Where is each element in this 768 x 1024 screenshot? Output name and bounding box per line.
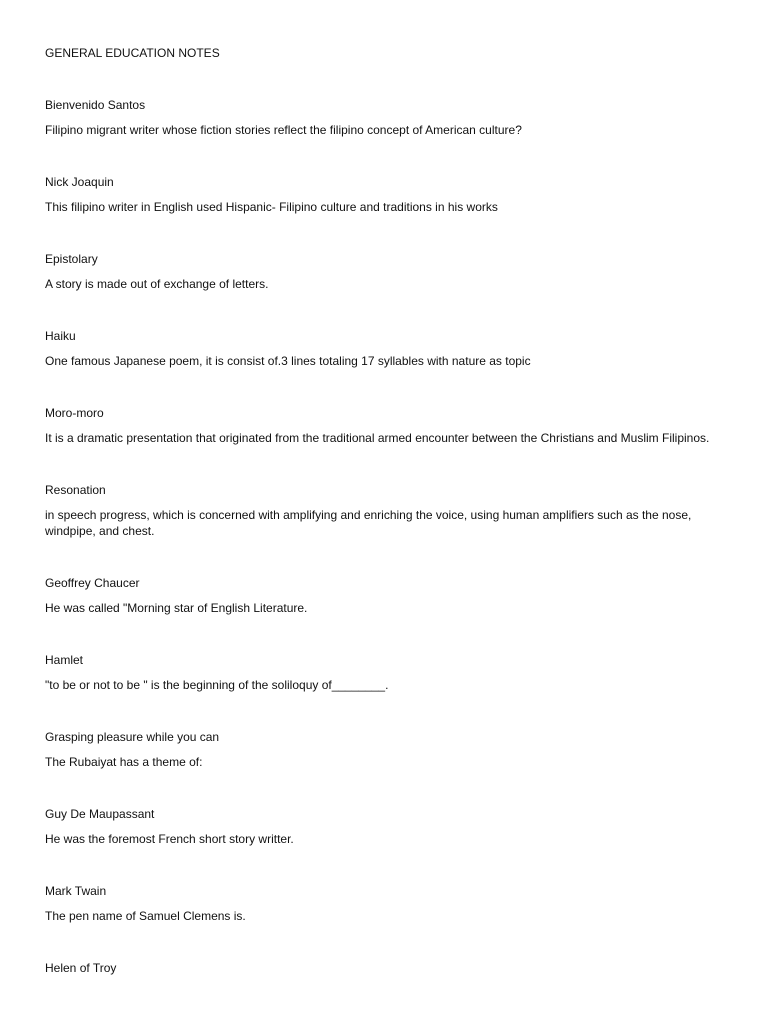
note-term: Guy De Maupassant xyxy=(45,807,155,821)
entry-spacer xyxy=(45,292,725,327)
note-entry xyxy=(45,96,725,138)
note-definition: The Rubaiyat has a theme of: xyxy=(45,755,203,769)
entry-spacer xyxy=(45,770,725,805)
note-term: Nick Joaquin xyxy=(45,175,114,189)
note-entry xyxy=(45,250,725,292)
entry-spacer xyxy=(45,539,725,574)
note-definition: in speech progress, which is concerned with amplifying and enriching the voice, using human amplifiers such as the nose, windpipe, and chest. xyxy=(45,508,692,538)
note-term: Resonation xyxy=(45,483,106,497)
note-definition: "to be or not to be " is the beginning of the soliloquy of________. xyxy=(45,678,389,692)
note-definition: A story is made out of exchange of letters. xyxy=(45,277,269,291)
note-term: Moro-moro xyxy=(45,406,104,420)
note-entry xyxy=(45,574,725,616)
entry-spacer xyxy=(45,446,725,481)
note-term: Grasping pleasure while you can xyxy=(45,730,220,744)
note-term: Hamlet xyxy=(45,653,84,667)
document-title: GENERAL EDUCATION NOTES xyxy=(45,46,220,60)
note-entry xyxy=(45,327,725,369)
entry-spacer xyxy=(45,693,725,728)
note-entry xyxy=(45,882,725,924)
entry-spacer xyxy=(45,616,725,651)
note-term: Bienvenido Santos xyxy=(45,98,146,112)
note-definition: It is a dramatic presentation that originated from the traditional armed encounter between the Christians and Muslim Filipinos. xyxy=(45,431,710,445)
note-term: Haiku xyxy=(45,329,76,343)
note-entry xyxy=(45,805,725,847)
note-entry xyxy=(45,404,725,446)
entry-spacer xyxy=(45,924,725,959)
note-entry xyxy=(45,481,725,539)
note-entry xyxy=(45,651,725,693)
note-definition: One famous Japanese poem, it is consist of.3 lines totaling 17 syllables with nature as topic xyxy=(45,354,531,368)
note-term: Epistolary xyxy=(45,252,98,266)
note-entry xyxy=(45,728,725,770)
note-definition: The pen name of Samuel Clemens is. xyxy=(45,909,246,923)
note-definition: He was the foremost French short story writter. xyxy=(45,832,294,846)
note-term: Mark Twain xyxy=(45,884,107,898)
note-definition: He was called "Morning star of English Literature. xyxy=(45,601,308,615)
document-page xyxy=(45,44,725,985)
note-entry xyxy=(45,173,725,215)
entry-spacer xyxy=(45,215,725,250)
note-term: Geoffrey Chaucer xyxy=(45,576,140,590)
note-definition: Filipino migrant writer whose fiction stories reflect the filipino concept of American culture? xyxy=(45,123,522,137)
entry-spacer xyxy=(45,138,725,173)
note-definition: This filipino writer in English used Hispanic- Filipino culture and traditions in his works xyxy=(45,200,498,214)
entry-spacer xyxy=(45,847,725,882)
note-entry xyxy=(45,959,725,977)
entry-spacer xyxy=(45,369,725,404)
note-term: Helen of Troy xyxy=(45,961,117,975)
